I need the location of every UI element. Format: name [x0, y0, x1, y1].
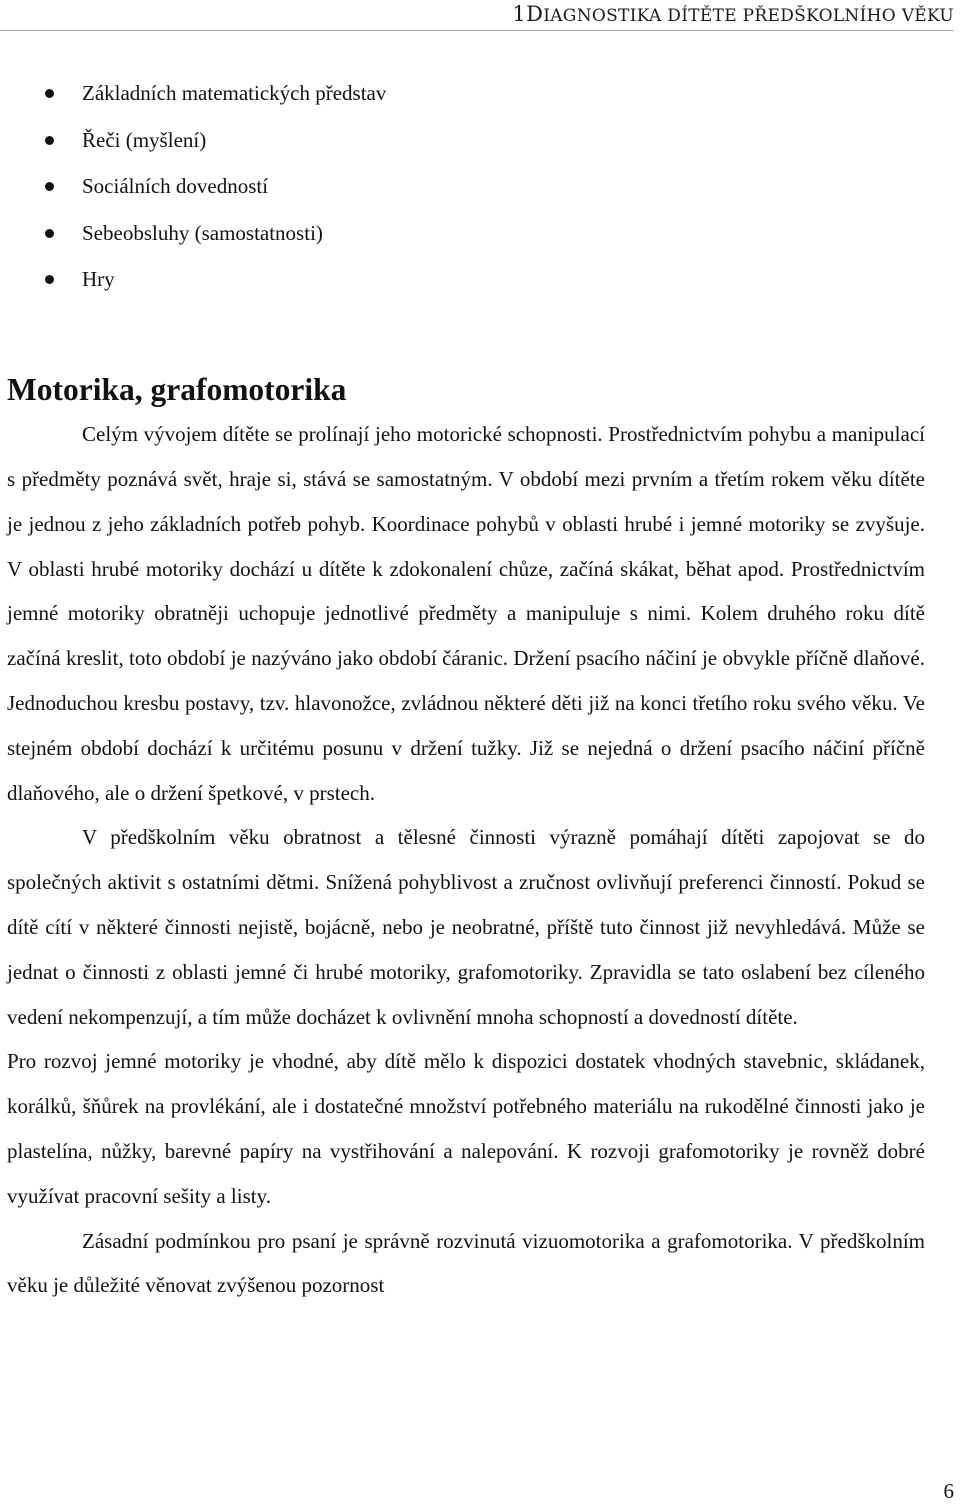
header-chapter-number: 1: [512, 2, 527, 26]
list-item-text: Hry: [82, 267, 115, 291]
list-item: [7, 117, 925, 164]
running-header: [0, 0, 954, 31]
paragraph-preschool-agility: V předškolním věku obratnost a tělesné činnosti výrazně pomáhají dítěti zapojovat se do společných aktivit s ostatními dětmi. Snížená pohyblivost a zručnost ovlivňují preferenci činností. Pokud se dítě cítí v některé činnosti nejistě, bojácně, nebo je neobratné, příště tuto činnost již nevyhledává. Může se jednat o činnosti z oblasti jemné či hrubé motoriky, grafomotoriky. Zpravidla se tato oslabení bez cíleného vedení nekompenzují, a tím může docházet k ovlivnění mnoha schopností a dovedností dítěte.: [7, 825, 925, 1029]
list-item: [7, 256, 925, 303]
section-heading: Motorika, grafomotorika: [7, 371, 347, 407]
bullet-icon: [45, 136, 54, 145]
list-item: [7, 70, 925, 117]
list-item-text: Řeči (myšlení): [82, 127, 207, 152]
page-content: [7, 70, 925, 1308]
bullet-list: [7, 70, 925, 303]
header-title-rest: IAGNOSTIKA DÍTĚTE PŘEDŠKOLNÍHO VĚKU: [543, 6, 954, 26]
list-item-text: Sociálních dovedností: [82, 174, 269, 198]
paragraph-writing-condition: Zásadní podmínkou pro psaní je správně rozvinutá vizuomotorika a grafomotorika. V předškolním věku je důležité věnovat zvýšenou pozornost: [7, 1228, 925, 1298]
header-title-initial: D: [526, 2, 544, 26]
page-number: 6: [943, 1479, 954, 1503]
bullet-icon: [45, 275, 54, 284]
list-item-text: Sebeobsluhy (samostatnosti): [82, 220, 323, 245]
bullet-icon: [45, 89, 54, 98]
list-item-text: Základních matematických představ: [82, 81, 387, 105]
list-item: [7, 163, 925, 210]
paragraph-fine-motor-support: Pro rozvoj jemné motoriky je vhodné, aby dítě mělo k dispozici dostatek vhodných stavebnic, skládanek, korálků, šňůrek na provlékání, ale i dostatečné množství potřebného materiálu na rukodělné činnosti jako je plastelína, nůžky, barevné papíry na vystřihování a nalepování. K rozvoji grafomotoriky je rovněž dobré využívat pracovní sešity a listy.: [7, 1049, 925, 1208]
list-item: [7, 210, 925, 257]
bullet-icon: [45, 182, 54, 191]
bullet-icon: [45, 229, 54, 238]
paragraph-motor-development: Celým vývojem dítěte se prolínají jeho motorické schopnosti. Prostřednictvím pohybu a manipulací s předměty poznává svět, hraje si, stává se samostatným. V období mezi prvním a třetím rokem věku dítěte je jednou z jeho základních potřeb pohyb. Koordinace pohybů v oblasti hrubé i jemné motoriky se zvyšuje. V oblasti hrubé motoriky dochází u dítěte k zdokonalení chůze, začíná skákat, běhat apod. Prostřednictvím jemné motoriky obratněji uchopuje jednotlivé předměty a manipuluje s nimi. Kolem druhého roku dítě začíná kreslit, toto období je nazýváno jako období čáranic. Držení psacího náčiní je obvykle příčně dlaňové. Jednoduchou kresbu postavy, tzv. hlavonožce, zvládnou některé děti již na konci třetího roku svého věku. Ve stejném období dochází k určitému posunu v držení tužky. Již se nejedná o držení psacího náčiní příčně dlaňového, ale o držení špetkové, v prstech.: [7, 422, 925, 805]
